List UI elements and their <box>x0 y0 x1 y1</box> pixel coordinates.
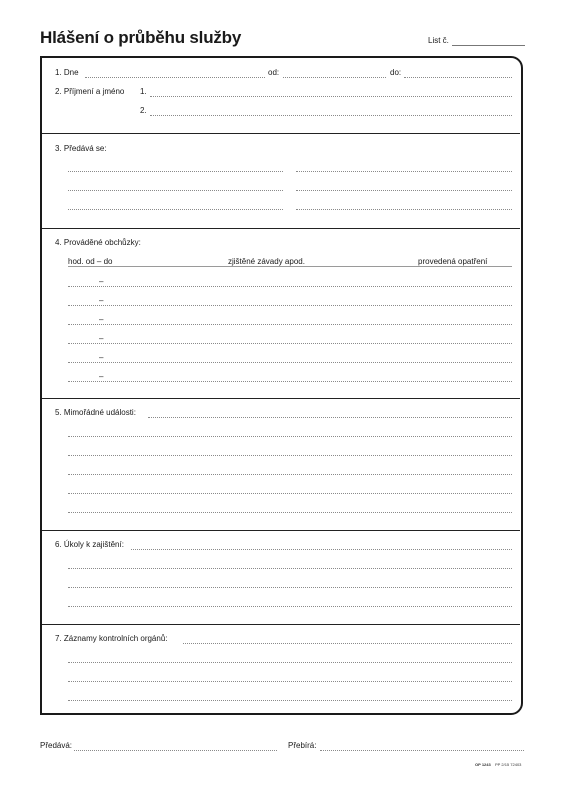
from-field[interactable] <box>283 77 386 78</box>
to-field[interactable] <box>404 77 512 78</box>
patrol-row[interactable] <box>68 305 512 306</box>
form-code-detail: PP 2/15 72403 <box>495 762 522 767</box>
inspection-records-field[interactable] <box>68 700 512 701</box>
section-divider <box>42 530 520 531</box>
name-line-1-number: 1. <box>140 87 147 96</box>
name-line-2-number: 2. <box>140 106 147 115</box>
hands-over-label: Předává: <box>40 741 73 750</box>
date-label: 1. Dne <box>55 68 79 77</box>
table-header-rule <box>68 266 512 267</box>
section-divider <box>42 398 520 399</box>
inspection-records-field[interactable] <box>183 643 512 644</box>
takes-over-signature-field[interactable] <box>320 750 524 751</box>
handover-field[interactable] <box>68 209 283 210</box>
handover-field[interactable] <box>296 171 512 172</box>
incidents-field[interactable] <box>68 436 512 437</box>
to-label: do: <box>390 68 402 77</box>
time-range-dash: – <box>99 372 104 381</box>
sheet-number-label: List č. <box>428 36 449 45</box>
time-range-dash: – <box>99 334 104 343</box>
patrol-row[interactable] <box>68 343 512 344</box>
incidents-field[interactable] <box>68 512 512 513</box>
incidents-field[interactable] <box>148 417 512 418</box>
takes-over-label: Přebírá: <box>288 741 317 750</box>
handover-field[interactable] <box>68 171 283 172</box>
column-defects-header: zjištěné závady apod. <box>228 257 305 266</box>
column-measures-header: provedená opatření <box>418 257 488 266</box>
name-label: 2. Příjmení a jméno <box>55 87 125 96</box>
handover-field[interactable] <box>296 190 512 191</box>
inspection-records-field[interactable] <box>68 662 512 663</box>
section-divider <box>42 228 520 229</box>
tasks-label: 6. Úkoly k zajištění: <box>55 540 124 549</box>
date-field[interactable] <box>85 77 265 78</box>
from-label: od: <box>268 68 280 77</box>
incidents-field[interactable] <box>68 455 512 456</box>
patrol-row[interactable] <box>68 324 512 325</box>
inspection-records-label: 7. Záznamy kontrolních orgánů: <box>55 634 168 643</box>
handover-field[interactable] <box>296 209 512 210</box>
handover-label: 3. Předává se: <box>55 144 107 153</box>
time-range-dash: – <box>99 296 104 305</box>
time-range-dash: – <box>99 353 104 362</box>
patrol-row[interactable] <box>68 286 512 287</box>
time-range-dash: – <box>99 277 104 286</box>
section-divider <box>42 624 520 625</box>
time-range-dash: – <box>99 315 104 324</box>
column-time-header: hod. od – do <box>68 257 113 266</box>
patrol-row[interactable] <box>68 362 512 363</box>
tasks-field[interactable] <box>68 606 512 607</box>
form-frame <box>40 56 523 715</box>
incidents-field[interactable] <box>68 474 512 475</box>
tasks-field[interactable] <box>131 549 512 550</box>
name-field-2[interactable] <box>150 115 512 116</box>
patrol-row[interactable] <box>68 381 512 382</box>
sheet-number-field[interactable] <box>452 45 525 46</box>
name-field-1[interactable] <box>150 96 512 97</box>
incidents-field[interactable] <box>68 493 512 494</box>
inspection-records-field[interactable] <box>68 681 512 682</box>
hands-over-signature-field[interactable] <box>74 750 277 751</box>
incidents-label: 5. Mimořádné události: <box>55 408 136 417</box>
form-code: OP 1243 <box>475 762 491 767</box>
tasks-field[interactable] <box>68 568 512 569</box>
tasks-field[interactable] <box>68 587 512 588</box>
handover-field[interactable] <box>68 190 283 191</box>
patrols-label: 4. Prováděné obchůzky: <box>55 238 141 247</box>
section-divider <box>42 133 520 134</box>
page-title: Hlášení o průběhu služby <box>40 28 242 47</box>
